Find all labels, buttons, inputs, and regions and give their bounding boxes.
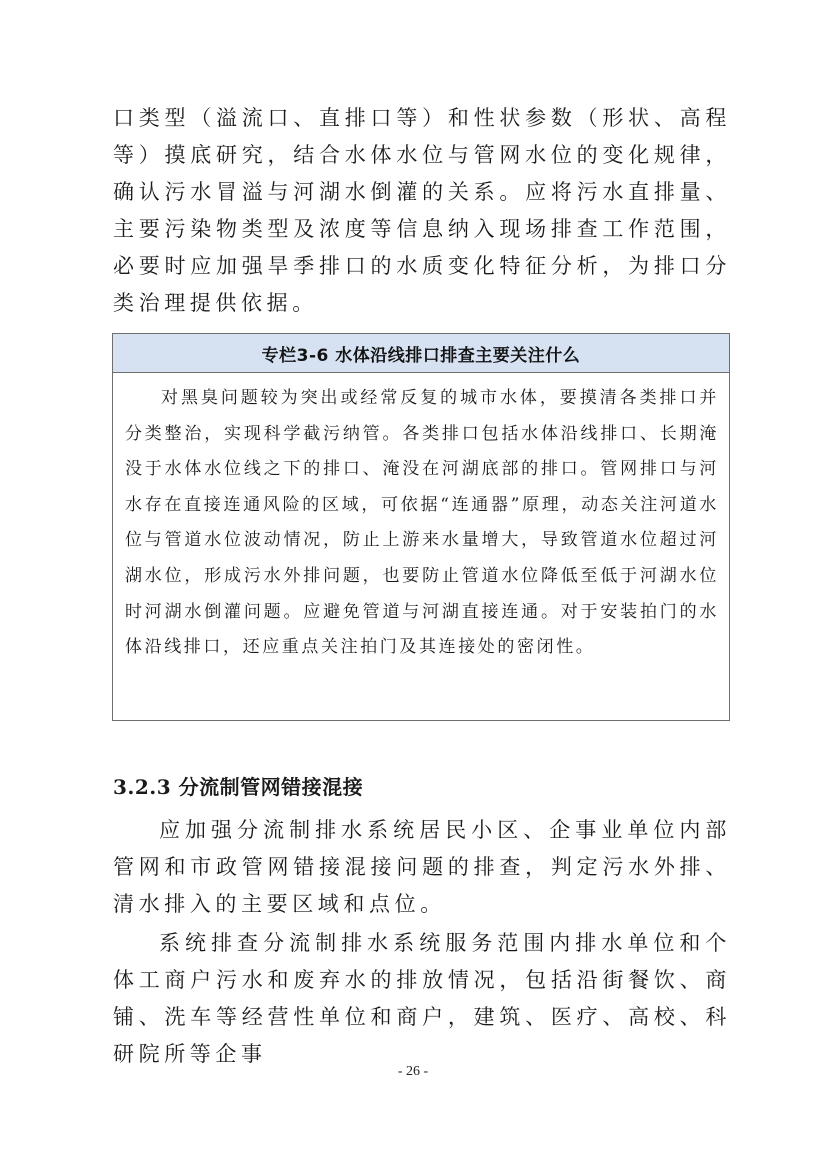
body-paragraph: 系统排查分流制排水系统服务范围内排水单位和个体工商户污水和废弃水的排放情况，包括沿街餐饮、商铺、洗车等经营性单位和商户，建筑、医疗、高校、科研院所等企事 bbox=[113, 931, 731, 1066]
body-paragraph-top: 口类型（溢流口、直排口等）和性状参数（形状、高程等）摸底研究，结合水体水位与管网水位的变化规律，确认污水冒溢与河湖水倒灌的关系。应将污水直排量、主要污染物类型及浓度等信息纳入现场排查工作范围，必要时应加强旱季排口的水质变化特征分析，为排口分类治理提供依据。 bbox=[113, 106, 731, 315]
section-heading: 3.2.3 分流制管网错接混接 bbox=[113, 775, 364, 799]
box-body: 对黑臭问题较为突出或经常反复的城市水体，要摸清各类排口并分类整治，实现科学截污纳管。各类排口包括水体沿线排口、长期淹没于水体水位线之下的排口、淹没在河湖底部的排口。管网排口与河水存在直接连通风险的区域，可依据“连通器”原理，动态关注河道水位与管道水位波动情况，防止上游来水量增大，导致管道水位超过河湖水位，形成污水外排问题，也要防止管道水位降低至低于河湖水位时河湖水倒灌问题。应避免管道与河湖直接连通。对于安装拍门的水体沿线排口，还应重点关注拍门及其连接处的密闭性。 bbox=[125, 388, 719, 658]
body-paragraph: 应加强分流制排水系统居民小区、企事业单位内部管网和市政管网错接混接问题的排查，判定污水外排、清水排入的主要区域和点位。 bbox=[113, 818, 731, 916]
page-number: - 26 - bbox=[397, 1064, 429, 1079]
box-title: 专栏3-6 水体沿线排口排查主要关注什么 bbox=[113, 334, 729, 373]
sidebar-box bbox=[112, 333, 730, 721]
